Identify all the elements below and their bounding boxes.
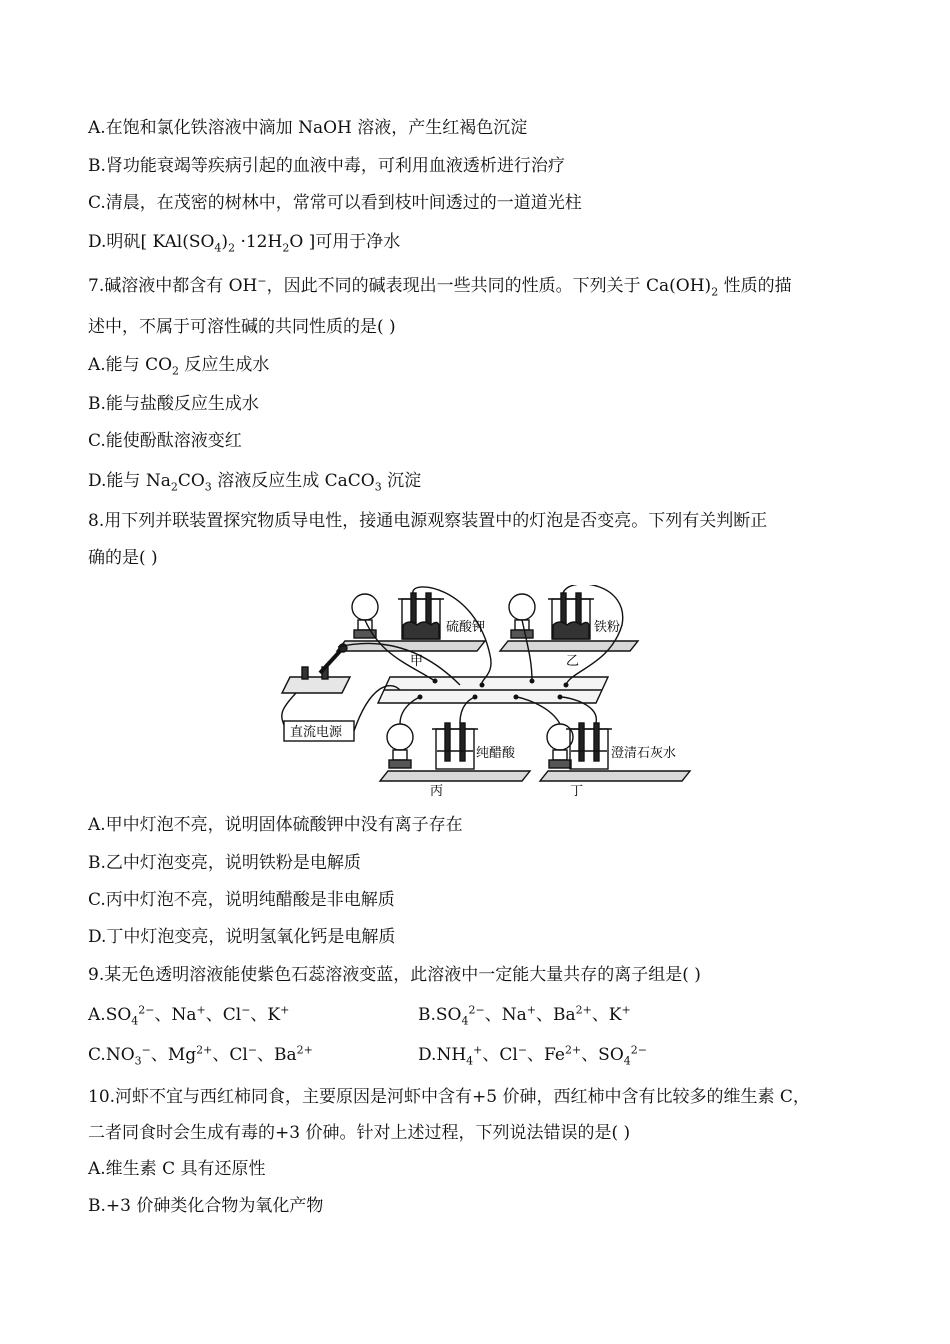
q9-a-ion3: 、Cl [205,1005,242,1025]
q9-d-ion1-sub: 4 [466,1054,474,1068]
q9-option-a [88,1003,289,1027]
q6-option-b: B.肾功能衰竭等疾病引起的血液中毒，可利用血液透析进行治疗 [88,156,565,176]
q6-d-formula-c: ·12H [235,232,283,252]
q9-b-ion2: 、Na [484,1005,527,1025]
q9-d-pre: D. [418,1045,437,1065]
q9-a-ion3-sup: − [241,1003,251,1017]
q8-stem-line2: 确的是( ) [88,548,158,568]
q7-d-sub1: 2 [170,480,178,494]
q6-d-pre: D.明矾 [88,232,141,252]
q9-option-d [418,1043,647,1067]
q9-a-ion4-sup: + [280,1003,290,1017]
q6-d-formula-b: ) [221,232,229,252]
q9-b-ion1-sup: 2− [468,1003,485,1017]
q6-d-post: 可用于净水 [315,232,401,252]
q9-b-ion4-sup: + [621,1003,631,1017]
q7-a-sub: 2 [172,364,180,378]
q8-option-c: C.丙中灯泡不亮，说明纯醋酸是非电解质 [88,890,395,910]
q9-a-ion4: 、K [250,1005,281,1025]
q10-stem-line2: 二者同食时会生成有毒的+3 价砷。针对上述过程，下列说法错误的是( ) [88,1123,631,1143]
q9-c-ion1-sup: − [141,1043,151,1057]
q6-d-formula-a: [ KAl(SO [140,232,215,252]
q9-a-ion1-sub: 4 [131,1014,139,1028]
q9-c-ion4-sup: 2+ [296,1043,313,1057]
label-yi-substance: 铁粉 [594,620,621,635]
label-jia-substance: 硫酸钾 [446,620,486,635]
q9-c-ion1-sub: 3 [134,1054,142,1068]
q9-b-ion2-sup: + [526,1003,536,1017]
q9-c-ion2: 、Mg [150,1045,197,1065]
q7-d-d: 沉淀 [381,471,422,491]
q9-d-ion3: 、Fe [527,1045,565,1065]
q9-d-ion3-sup: 2+ [564,1043,582,1057]
label-ding: 丁 [570,784,584,799]
q8-option-d: D.丁中灯泡变亮，说明氢氧化钙是电解质 [88,927,396,947]
q8-option-b: B.乙中灯泡变亮，说明铁粉是电解质 [88,853,361,873]
q6-option-d [88,230,400,254]
q9-d-ion1: NH [436,1045,467,1065]
q7-a-b: 反应生成水 [179,355,270,375]
q7-stem-line2: 述中，不属于可溶性碱的共同性质的是( ) [88,317,396,337]
q6-d-sub2: 2 [228,241,236,255]
q7-d-a: D.能与 Na [88,471,171,491]
q9-a-ion1: SO [105,1005,132,1025]
q9-a-ion2: 、Na [154,1005,197,1025]
q9-c-ion3-sup: − [247,1043,258,1057]
q6-option-a: A.在饱和氯化铁溶液中滴加 NaOH 溶液，产生红褐色沉淀 [88,118,528,138]
q9-d-ion4-sub: 4 [623,1054,631,1068]
q7-a-a: A.能与 CO [88,355,173,375]
q9-c-ion2-sup: 2+ [196,1043,213,1057]
q7-option-d [88,469,421,493]
q7-stem-sub: 2 [711,285,719,299]
q9-option-b [418,1003,631,1027]
q9-a-ion2-sup: + [196,1003,206,1017]
q9-c-pre: C. [88,1045,106,1065]
q9-c-ion1: NO [105,1045,135,1065]
q9-d-ion4-sup: 2− [630,1043,647,1057]
q9-b-ion1: SO [435,1005,462,1025]
q6-d-formula-d: O ] [289,232,316,252]
q9-d-ion2: 、Cl [482,1045,518,1065]
q8-apparatus-figure [270,585,710,800]
q8-option-a: A.甲中灯泡不亮，说明固体硫酸钾中没有离子存在 [88,815,463,835]
q10-stem-line1: 10.河虾不宜与西红柿同食，主要原因是河虾中含有+5 价砷，西红柿中含有比较多的维生素 C， [88,1087,810,1107]
label-power: 直流电源 [290,725,343,740]
q7-option-b: B.能与盐酸反应生成水 [88,394,259,414]
q9-option-c [88,1043,313,1067]
q9-a-ion1-sup: 2− [138,1003,155,1017]
q7-stem-line1 [88,274,792,298]
label-bing: 丙 [430,784,444,799]
q6-option-c: C.清晨，在茂密的树林中，常常可以看到枝叶间透过的一道道光柱 [88,193,582,213]
q7-d-b: CO [177,471,205,491]
q7-stem-c: 性质的描 [718,276,792,296]
q10-option-b: B.+3 价砷类化合物为氧化产物 [88,1196,324,1216]
q9-d-ion1-sup: + [473,1043,483,1057]
q9-b-pre: B. [418,1005,436,1025]
q9-b-ion3-sup: 2+ [575,1003,592,1017]
q9-d-ion2-sup: − [517,1043,528,1057]
q9-c-ion4: 、Ba [257,1045,297,1065]
label-bing-substance: 纯醋酸 [476,746,516,761]
q10-option-a: A.维生素 C 具有还原性 [88,1159,266,1179]
q7-d-c: 溶液反应生成 CaCO [211,471,375,491]
q9-b-ion1-sub: 4 [461,1014,469,1028]
q7-stem-b: ，因此不同的碱表现出一些共同的性质。下列关于 Ca(OH) [266,276,712,296]
label-yi: 乙 [566,654,580,669]
q7-d-sub3: 3 [374,480,382,494]
q7-option-a [88,353,269,377]
q9-d-ion4: 、SO [581,1045,624,1065]
q9-b-ion4: 、K [591,1005,622,1025]
q9-b-ion3: 、Ba [535,1005,576,1025]
q6-d-sub4: 4 [214,241,222,255]
q7-stem-sup: − [257,274,267,288]
q9-c-ion3: 、Cl [212,1045,248,1065]
label-jia: 甲 [410,654,424,669]
q7-stem-a: 7.碱溶液中都含有 OH [88,276,258,296]
q9-a-pre: A. [88,1005,106,1025]
q7-d-sub2: 3 [204,480,212,494]
q7-option-c: C.能使酚酞溶液变红 [88,431,242,451]
q9-stem: 9.某无色透明溶液能使紫色石蕊溶液变蓝，此溶液中一定能大量共存的离子组是( ) [88,965,701,985]
q6-d-sub2b: 2 [282,241,290,255]
q8-stem-line1: 8.用下列并联装置探究物质导电性，接通电源观察装置中的灯泡是否变亮。下列有关判断正 [88,511,768,531]
label-ding-substance: 澄清石灰水 [611,746,677,761]
